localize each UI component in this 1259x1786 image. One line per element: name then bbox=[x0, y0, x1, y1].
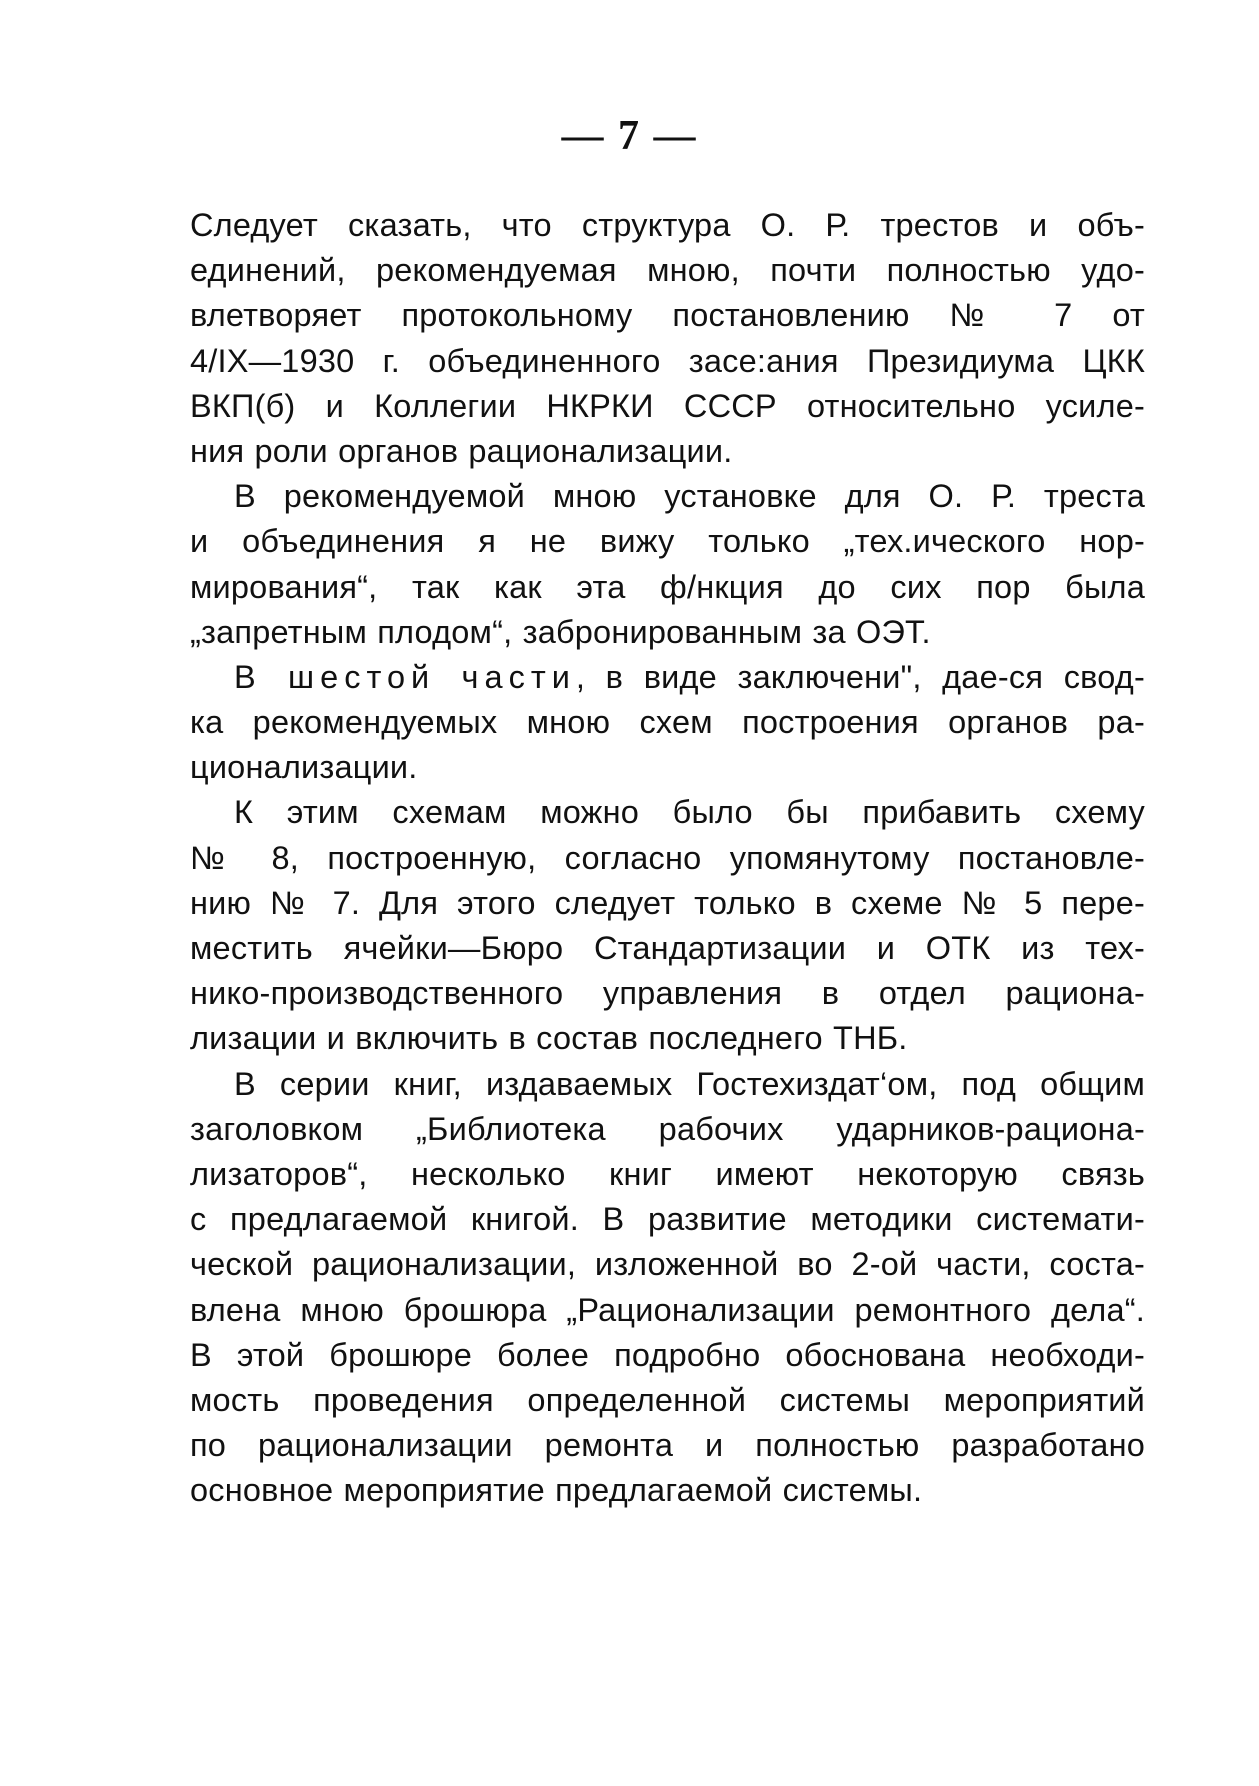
text-line: нию № 7. Для этого следует только в схеме № 5 пере- bbox=[190, 884, 1145, 921]
spaced-emphasis: В шестой части bbox=[234, 658, 576, 695]
text-line: ка рекомендуемых мною схем построения органов ра- bbox=[190, 704, 1145, 741]
text-line: местить ячейки—Бюро Стандартизации и ОТК из тех- bbox=[190, 930, 1145, 966]
text-line: и объединения я не вижу только „тех.ического нор- bbox=[190, 523, 1145, 560]
text-line: ния роли органов рационализации. bbox=[190, 432, 733, 469]
text-line: ческой рационализации, изложенной во 2-ой части, соста- bbox=[190, 1246, 1145, 1283]
text-line: заголовком „Библиотека рабочих ударников-рациона- bbox=[190, 1110, 1145, 1147]
text-line: лизации и включить в состав последнего ТНБ. bbox=[190, 1020, 908, 1057]
text-line: влена мною брошюра „Рационализации ремонтного дела“. bbox=[190, 1291, 1145, 1328]
text-line: В рекомендуемой мною установке для О. Р. треста bbox=[234, 478, 1145, 515]
text-line: нико-производственного управления в отдел рациона- bbox=[190, 975, 1145, 1012]
text-line bbox=[190, 655, 1145, 700]
text-line: ционализации. bbox=[190, 749, 418, 786]
text-line: лизаторов“, несколько книг имеют некоторую связь bbox=[190, 1155, 1145, 1192]
text-line: 4/IX—1930 г. объединенного засе:ания Президиума ЦКК bbox=[190, 342, 1145, 379]
text-line: В этой брошюре более подробно обоснована необходи- bbox=[190, 1336, 1145, 1373]
text-line: влетворяет протокольному постановлению № 7 от bbox=[190, 297, 1145, 334]
page-number: — 7 — bbox=[561, 113, 698, 159]
text-line: Следует сказать, что структура О. Р. трестов и объ- bbox=[190, 207, 1145, 243]
body-text bbox=[190, 203, 1145, 1513]
text-line: мость проведения определенной системы мероприятий bbox=[190, 1381, 1145, 1418]
text-line: К этим схемам можно было бы прибавить схему bbox=[234, 794, 1145, 831]
text-line: единений, рекомендуемая мною, почти полностью удо- bbox=[190, 252, 1145, 289]
text-line: ВКП(б) и Коллегии НКРКИ СССР относительно усиле- bbox=[190, 387, 1145, 424]
text-line: № 8, построенную, согласно упомянутому постановле- bbox=[190, 839, 1145, 876]
text-line: „запретным плодом“, забронированным за ОЭТ. bbox=[190, 613, 931, 650]
text-line-rest: , в виде заключени", дае-ся свод- bbox=[575, 658, 1145, 695]
text-line: мирования“, так как эта ф/нкция до сих пор была bbox=[190, 568, 1145, 605]
text-line: с предлагаемой книгой. В развитие методики системати- bbox=[190, 1201, 1145, 1238]
text-line: по рационализации ремонта и полностью разработано bbox=[190, 1427, 1145, 1464]
text-line: основное мероприятие предлагаемой системы. bbox=[190, 1472, 923, 1509]
text-line: В серии книг, издаваемых Гостехиздат‘ом, под общим bbox=[234, 1065, 1145, 1102]
